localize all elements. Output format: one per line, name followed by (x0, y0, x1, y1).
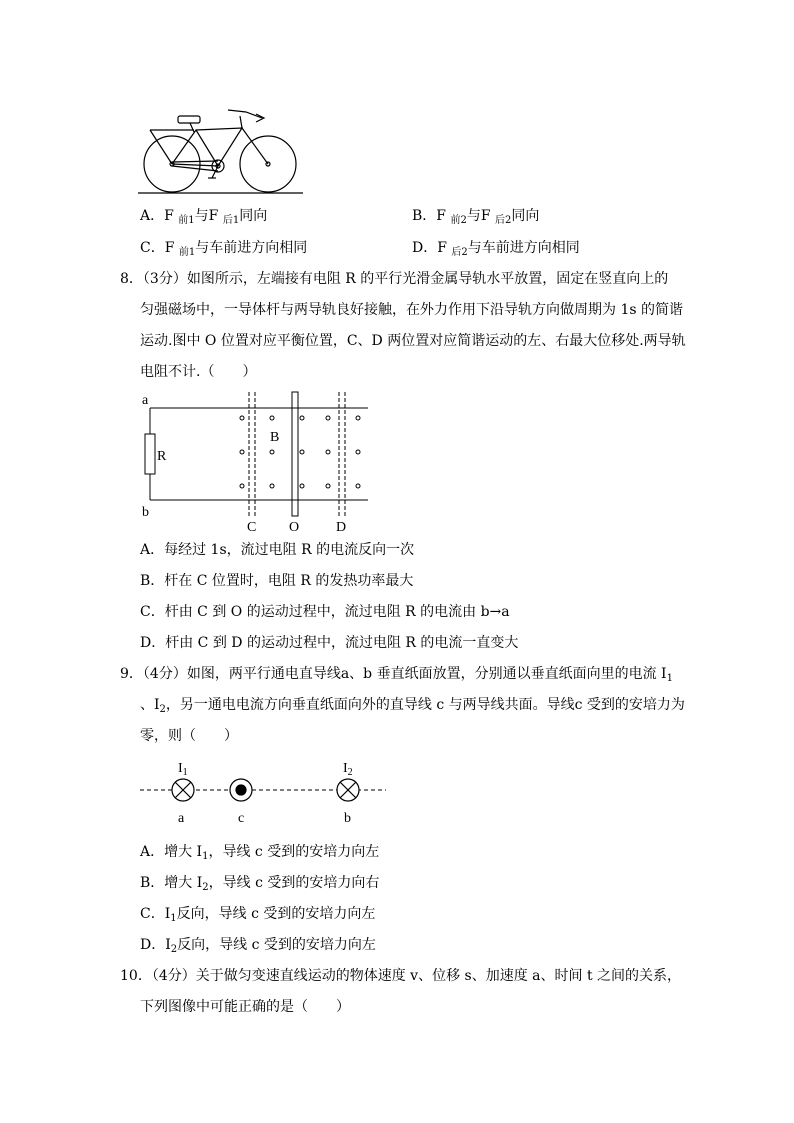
q7-option-c[interactable]: C．F $_{前1}$与车前进方向相同 (140, 240, 308, 258)
q10-stem-line-2: 下列图像中可能正确的是（ ） (140, 999, 350, 1015)
q8-stem-line-1: 8．（3分）如图所示，左端接有电阻 R 的平行光滑金属导轨水平放置，固定在竖直向上的 (120, 271, 669, 287)
wire-a-into-page (172, 779, 194, 801)
label-r: R (157, 449, 167, 464)
q7-option-b[interactable]: B．F $_{前2}$与F $_{后2}$同向 (412, 208, 540, 226)
wire-c-out-of-page (230, 779, 252, 801)
label-wire-a: a (178, 811, 185, 826)
wire-b-into-page (337, 779, 359, 801)
q8-stem-line-3: 运动.图中 O 位置对应平衡位置，C、D 两位置对应简谐运动的左、右最大位移处.两导轨 (140, 333, 686, 349)
q9-stem-line-2: 、$I_2$，另一通电电流方向垂直纸面向外的直导线 c 与两导线共面。导线c 受到的安培力为 (140, 697, 685, 715)
q9-stem-line-1: 9．（4分）如图，两平行通电直导线a、b 垂直纸面放置，分别通以垂直纸面向里的电流 $I_1$ (120, 666, 673, 684)
q9-option-a[interactable]: A．增大 $I_1$，导线 c 受到的安培力向左 (140, 844, 380, 862)
q9-stem-line-3: 零，则（ ） (140, 728, 238, 744)
label-i1: $I_1$ (178, 761, 188, 778)
q9-wires-figure (138, 758, 388, 828)
q7-option-a[interactable]: A．F $_{前1}$与F $_{后1}$同向 (140, 208, 268, 226)
q10-stem-line-1: 10．（4分）关于做匀变速直线运动的物体速度 v、位移 s、加速度 a、时间 t 之间的关系， (120, 968, 682, 984)
q8-stem-line-4: 电阻不计.（ ） (140, 364, 257, 380)
q8-option-a[interactable]: A．每经过 1s，流过电阻 R 的电流反向一次 (140, 542, 415, 558)
label-o: O (289, 520, 300, 535)
resistor-r (145, 434, 155, 474)
q8-circuit-figure (138, 390, 378, 536)
label-c: C (247, 520, 257, 535)
q9-option-c[interactable]: C．$I_1$反向，导线 c 受到的安培力向左 (140, 906, 376, 924)
q7-option-d[interactable]: D．F $_{后2}$与车前进方向相同 (412, 240, 580, 258)
q8-option-b[interactable]: B．杆在 C 位置时，电阻 R 的发热功率最大 (140, 573, 414, 589)
magnetic-field-dots (240, 416, 360, 488)
label-i2: $I_2$ (343, 761, 353, 778)
q8-stem-line-2: 匀强磁场中，一导体杆与两导轨良好接触，在外力作用下沿导轨方向做周期为 1s 的简谐 (140, 302, 683, 318)
label-wire-b: b (344, 811, 351, 826)
q9-option-d[interactable]: D．$I_2$反向，导线 c 受到的安培力向左 (140, 937, 376, 955)
label-b: b (142, 505, 149, 520)
q8-option-c[interactable]: C．杆由 C 到 O 的运动过程中，流过电阻 R 的电流由 b→a (140, 604, 510, 620)
label-a: a (142, 393, 149, 408)
q9-option-b[interactable]: B．增大 $I_2$，导线 c 受到的安培力向右 (140, 875, 380, 893)
q8-option-d[interactable]: D．杆由 C 到 D 的运动过程中，流过电阻 R 的电流一直变大 (140, 635, 519, 651)
label-field-b: B (270, 430, 280, 445)
conductor-rod (292, 392, 298, 516)
bicycle-figure (138, 100, 308, 196)
label-wire-c: c (238, 811, 245, 826)
label-d: D (336, 520, 347, 535)
